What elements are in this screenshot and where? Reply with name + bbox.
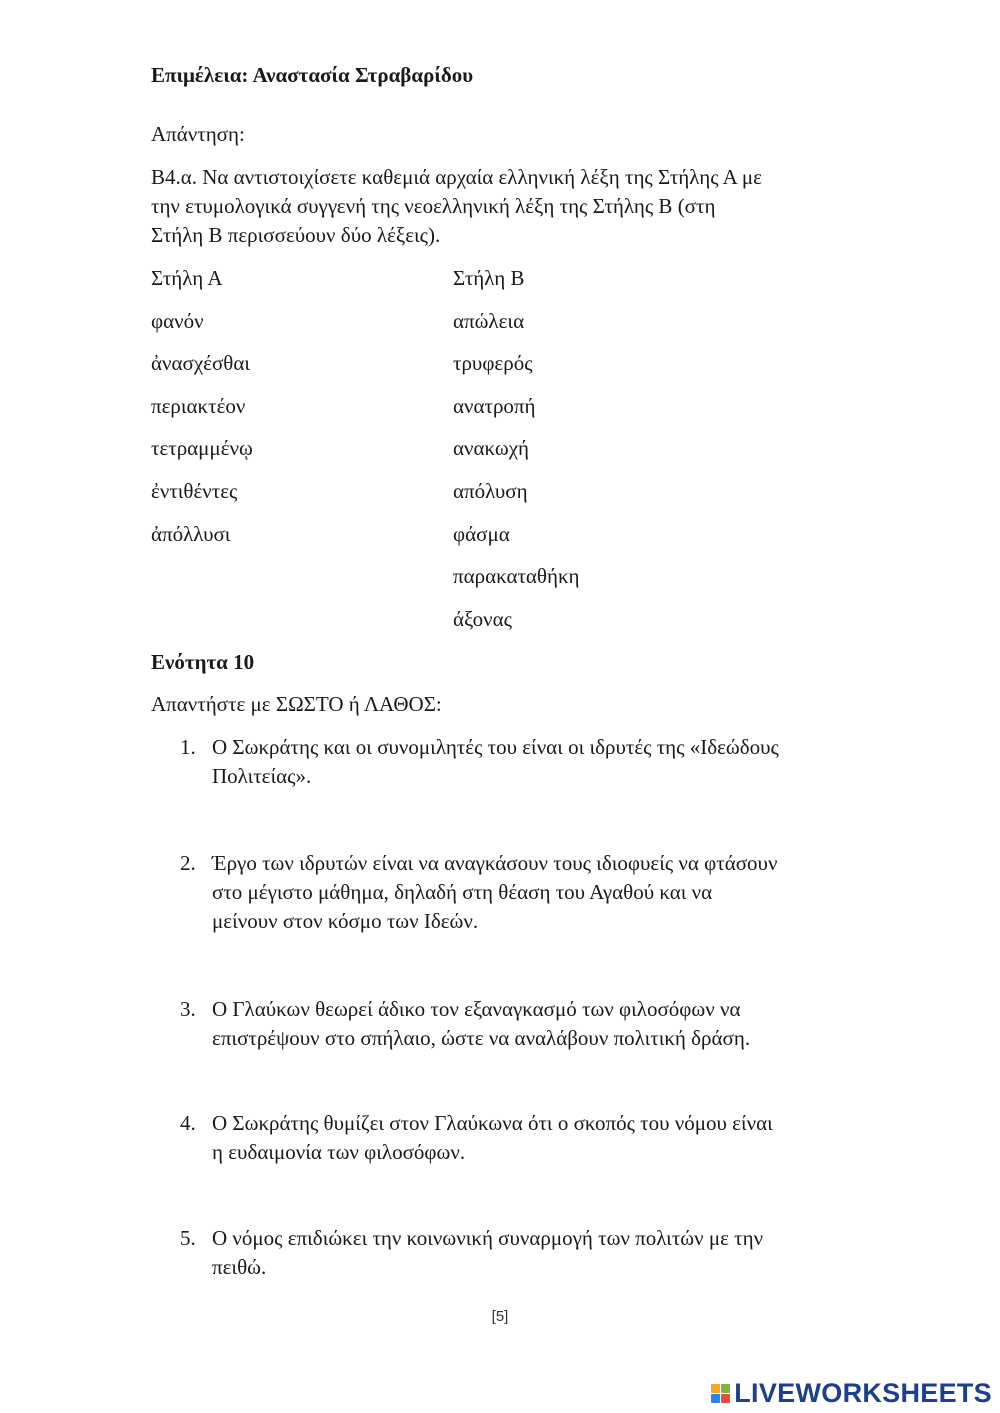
answer-label: Απάντηση: (151, 122, 245, 146)
logo-tile (721, 1384, 730, 1393)
statement-text (212, 995, 872, 1053)
column-a-word: ἀπόλλυσι (151, 522, 231, 546)
statement-line: Ο Σωκράτης και οι συνομιλητές του είναι οι ιδρυτές της «Ιδεώδους (212, 735, 779, 759)
page-number: [5] (491, 1308, 509, 1325)
section-instruction: Απαντήστε με ΣΩΣΤΟ ή ΛΑΘΟΣ: (151, 692, 442, 716)
column-b-word: απόλυση (453, 479, 528, 503)
section-title: Ενότητα 10 (151, 650, 255, 674)
column-a-word: ἐντιθέντες (151, 479, 238, 503)
column-a-header: Στήλη Α (151, 266, 223, 290)
liveworksheets-wordmark: LIVEWORKSHEETS (734, 1378, 992, 1408)
statement-line: η ευδαιμονία των φιλοσόφων. (212, 1140, 466, 1164)
logo-tile (711, 1394, 720, 1403)
statement-number: 4. (180, 1111, 196, 1135)
question-line: Στήλη Β περισσεύουν δύο λέξεις). (151, 223, 441, 247)
statement-line: στο μέγιστο μάθημα, δηλαδή στη θέαση του Αγαθού και να (212, 880, 713, 904)
statement-line: Πολιτείας». (212, 764, 312, 788)
column-b-word: απώλεια (453, 309, 525, 333)
column-b-word: ανατροπή (453, 394, 536, 418)
statement-line: πειθώ. (212, 1255, 267, 1279)
column-a-word: τετραμμένῳ (151, 436, 253, 460)
statement-number: 2. (180, 851, 196, 875)
column-a-word: περιακτέον (151, 394, 246, 418)
column-b-word: ανακωχή (453, 436, 530, 460)
statement-text (212, 849, 872, 936)
statement-line: Έργο των ιδρυτών είναι να αναγκάσουν τους ιδιοφυείς να φτάσουν (212, 851, 778, 875)
author-credit: Επιμέλεια: Αναστασία Στραβαρίδου (151, 63, 474, 87)
statement-line: Ο Σωκράτης θυμίζει στον Γλαύκωνα ότι ο σκοπός του νόμου είναι (212, 1111, 773, 1135)
statement-line: επιστρέψουν στο σπήλαιο, ώστε να αναλάβουν πολιτική δράση. (212, 1026, 751, 1050)
statement-line: Ο Γλαύκων θεωρεί άδικο τον εξαναγκασμό των φιλοσόφων να (212, 997, 741, 1021)
statement-text (212, 1109, 872, 1167)
column-b-word: άξονας (453, 607, 512, 631)
question-line: την ετυμολογικά συγγενή της νεοελληνική λέξη της Στήλης Β (στη (151, 194, 716, 218)
statement-line: μείνουν στον κόσμο των Ιδεών. (212, 909, 479, 933)
statement-text (212, 733, 872, 791)
liveworksheets-logo[interactable] (711, 1378, 992, 1408)
statement-line: Ο νόμος επιδιώκει την κοινωνική συναρμογή των πολιτών με την (212, 1226, 764, 1250)
column-b-header: Στήλη Β (453, 266, 525, 290)
column-a-word: ἀνασχέσθαι (151, 351, 250, 375)
logo-tile (721, 1394, 730, 1403)
column-b-word: τρυφερός (453, 351, 533, 375)
statement-text (212, 1224, 872, 1282)
column-b-word: φάσμα (453, 522, 510, 546)
liveworksheets-logo-icon (711, 1384, 730, 1403)
statement-number: 5. (180, 1226, 196, 1250)
statement-number: 3. (180, 997, 196, 1021)
statement-number: 1. (180, 735, 196, 759)
logo-tile (711, 1384, 720, 1393)
question-line: Β4.α. Να αντιστοιχίσετε καθεμιά αρχαία ελληνική λέξη της Στήλης Α με (151, 165, 762, 189)
column-a-word: φανόν (151, 309, 204, 333)
column-b-word: παρακαταθήκη (453, 564, 580, 588)
